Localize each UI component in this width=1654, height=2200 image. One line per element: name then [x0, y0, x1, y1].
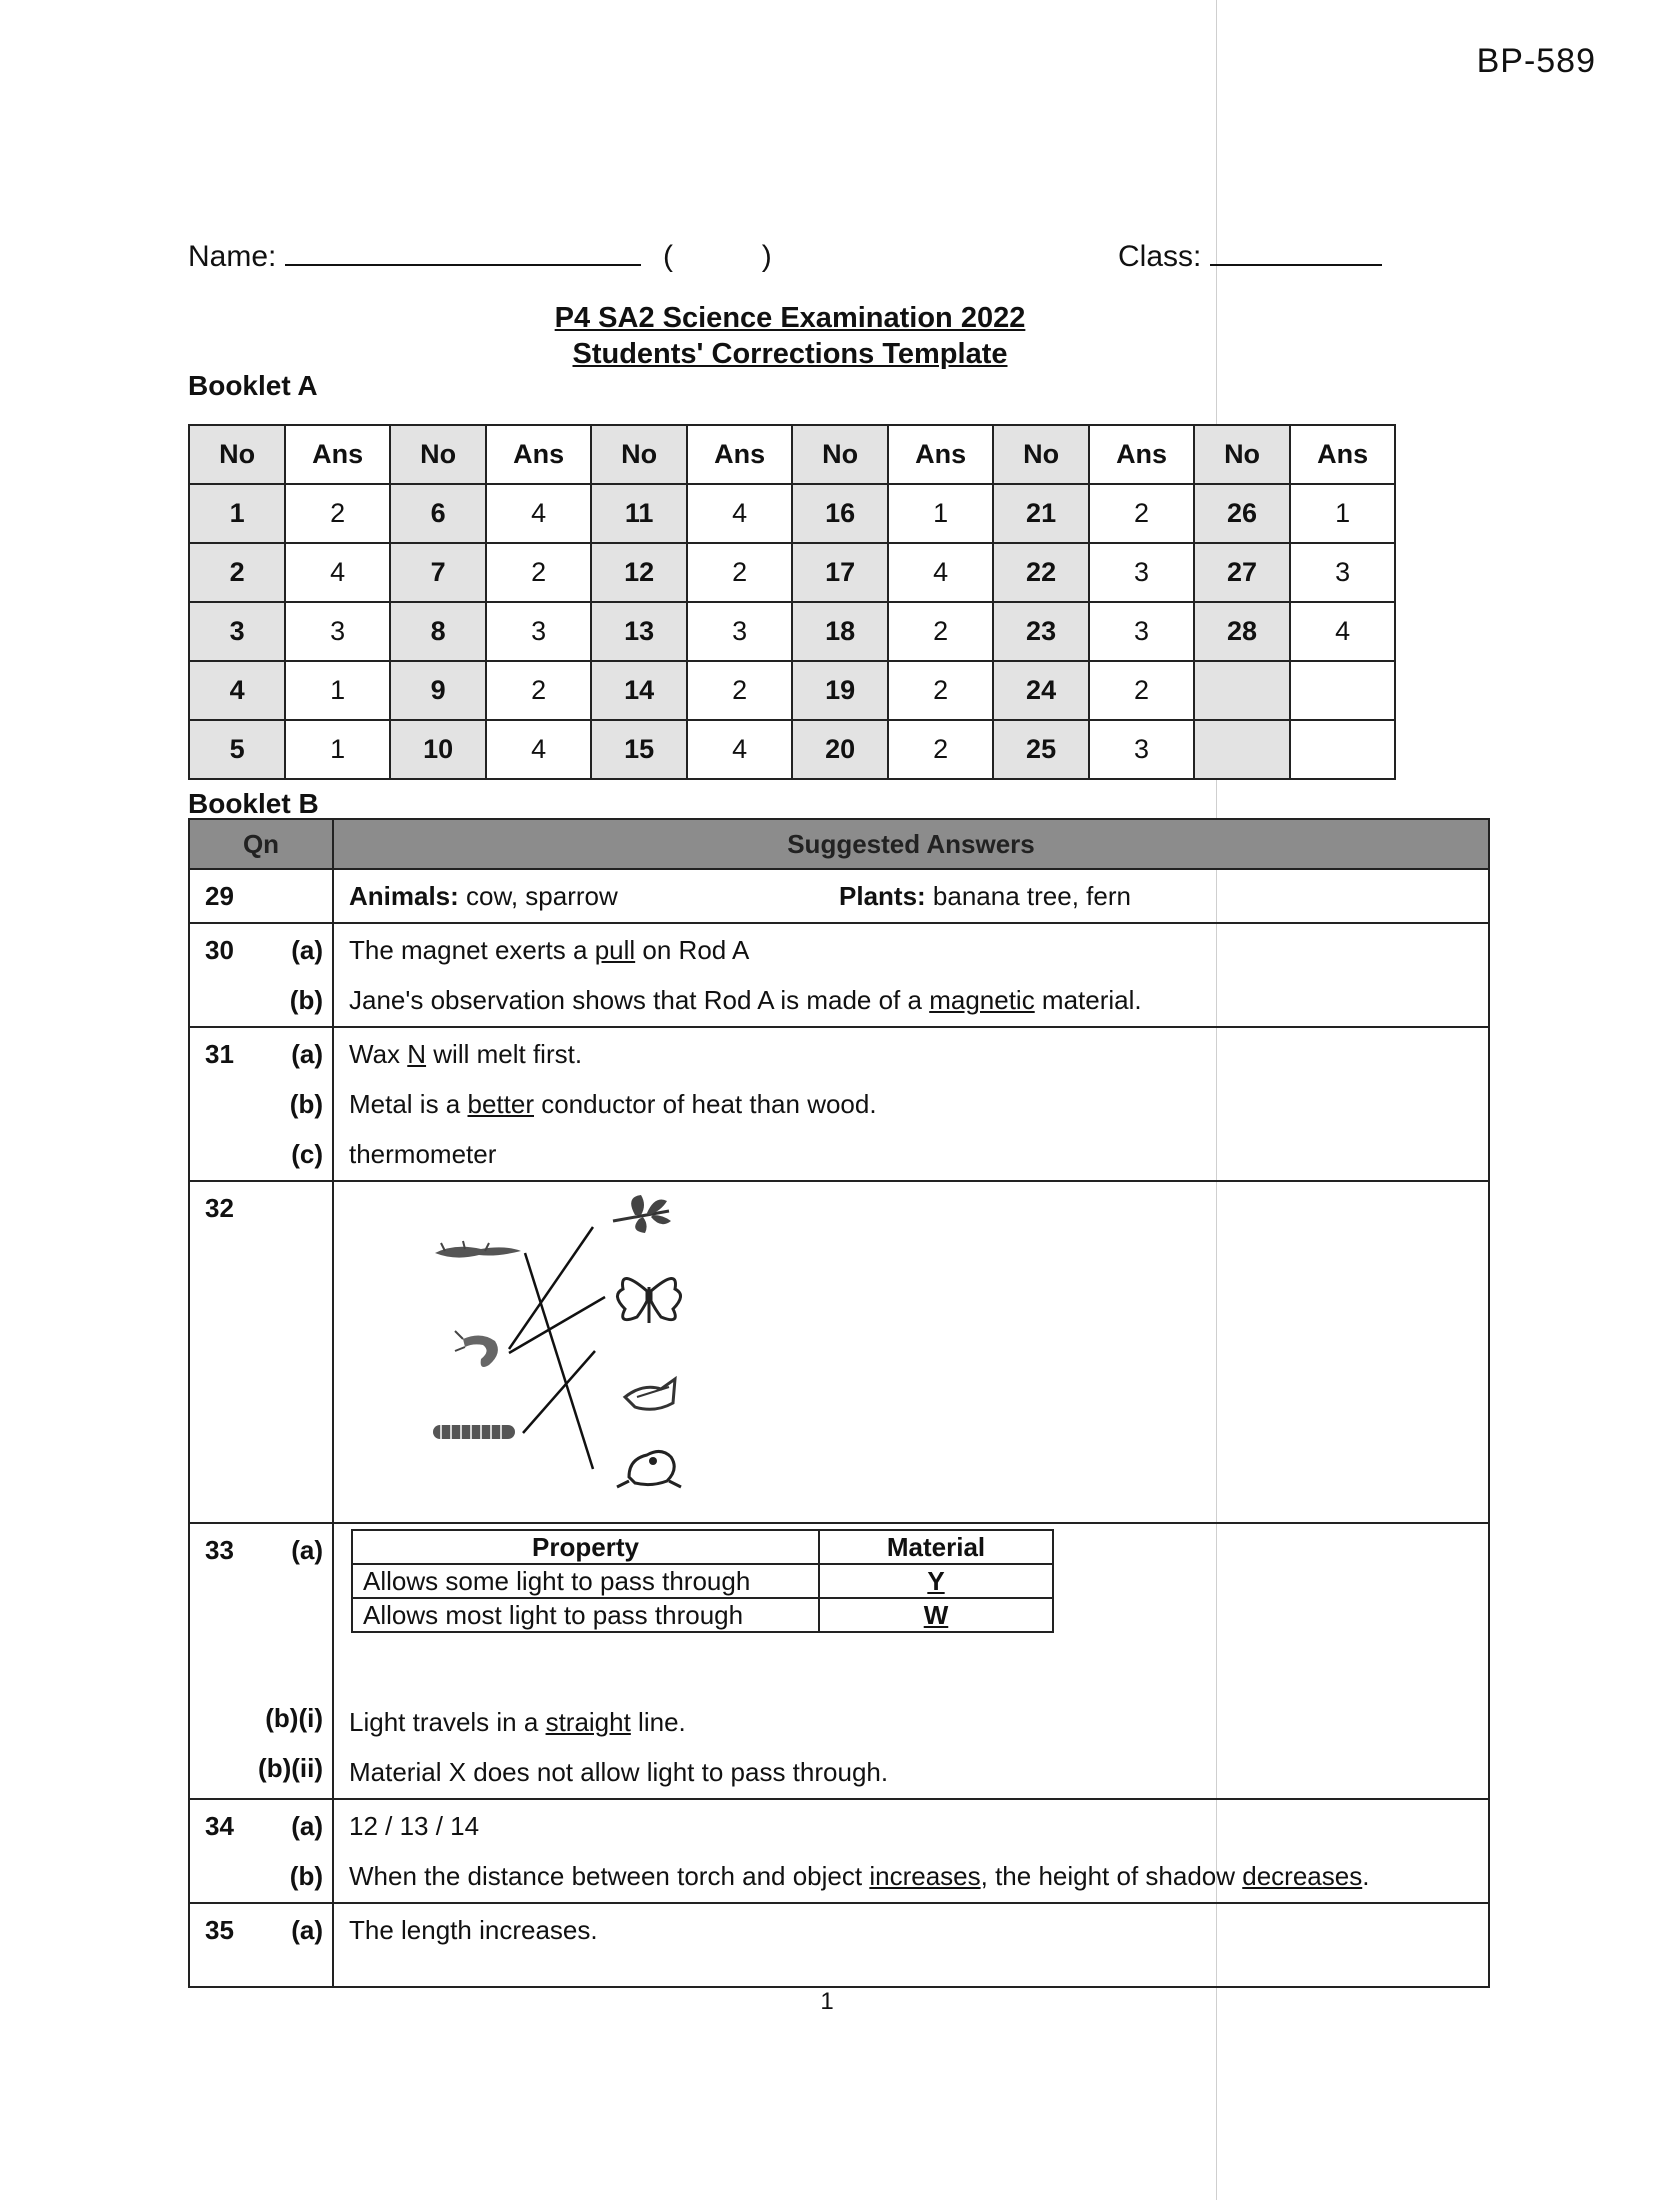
question-number-cell: 18	[792, 602, 888, 661]
booklet-a-answer-table	[188, 424, 1396, 780]
question-cell	[189, 1027, 333, 1181]
answer-cell: 2	[285, 484, 390, 543]
answer-cell	[333, 1523, 1489, 1799]
property-cell: Allows some light to pass through	[352, 1564, 819, 1598]
answer-cell	[333, 1181, 1489, 1523]
question-number-cell: 13	[591, 602, 687, 661]
question-number-cell: 11	[591, 484, 687, 543]
answer-cell: 2	[1089, 661, 1194, 720]
material-cell: Y	[819, 1564, 1053, 1598]
question-number-cell: 17	[792, 543, 888, 602]
col-header-ans: Ans	[1089, 425, 1194, 484]
question-number-cell: 15	[591, 720, 687, 779]
question-number-cell: 24	[993, 661, 1089, 720]
col-header-no: No	[591, 425, 687, 484]
answer-cell: 4	[687, 484, 792, 543]
shrimp-icon	[455, 1331, 498, 1367]
part-label: (a)	[291, 1039, 323, 1069]
question-number: 31	[205, 1039, 234, 1069]
booklet-b-answer-table	[188, 818, 1490, 1988]
title-line-1: P4 SA2 Science Examination 2022	[554, 302, 1026, 334]
table-row	[189, 1523, 1489, 1799]
col-header-no: No	[1194, 425, 1290, 484]
frog-icon	[617, 1451, 681, 1487]
part-label: (c)	[291, 1139, 323, 1169]
property-material-table	[351, 1529, 1054, 1633]
answer-cell: 4	[888, 543, 993, 602]
table-row	[189, 1181, 1489, 1523]
booklet-b-label: Booklet B	[188, 788, 319, 819]
answer-line: Wax N will melt first.	[349, 1039, 583, 1069]
question-number: 32	[205, 1193, 234, 1223]
col-header-ans: Ans	[1290, 425, 1395, 484]
question-number-cell: 27	[1194, 543, 1290, 602]
table-row	[352, 1598, 1053, 1632]
col-header-qn: Qn	[189, 819, 333, 869]
table-row	[189, 923, 1489, 1027]
question-number-cell: 2	[189, 543, 285, 602]
name-label: Name:	[188, 240, 277, 273]
matching-line	[509, 1297, 605, 1353]
question-number-cell: 6	[390, 484, 486, 543]
document-title	[0, 300, 1580, 372]
answer-cell: 2	[1089, 484, 1194, 543]
part-label: (b)(ii)	[258, 1753, 323, 1783]
answer-cell: 4	[1290, 602, 1395, 661]
question-number-cell	[1194, 720, 1290, 779]
answer-cell: 3	[1089, 602, 1194, 661]
col-header-no: No	[792, 425, 888, 484]
col-header-material: Material	[819, 1530, 1053, 1564]
table-header-row	[352, 1530, 1053, 1564]
answer-cell: 2	[486, 543, 591, 602]
table-row	[189, 869, 1489, 923]
part-label: (b)	[289, 985, 323, 1015]
matching-line	[525, 1253, 593, 1469]
leaf-insect-icon	[435, 1241, 521, 1258]
table-row	[189, 1903, 1489, 1987]
answer-cell: 2	[888, 661, 993, 720]
animals-label: Animals:	[349, 881, 459, 911]
question-number-cell: 1	[189, 484, 285, 543]
answer-cell: 1	[1290, 484, 1395, 543]
answer-cell	[333, 869, 1489, 923]
answer-cell: 4	[486, 484, 591, 543]
part-label: (a)	[291, 1811, 323, 1841]
question-number-cell: 22	[993, 543, 1089, 602]
col-header-property: Property	[352, 1530, 819, 1564]
answer-cell: 4	[687, 720, 792, 779]
booklet-a-header-row	[189, 425, 1395, 484]
question-number-cell: 25	[993, 720, 1089, 779]
answer-cell: 3	[687, 602, 792, 661]
question-number: 30	[205, 935, 234, 965]
answer-cell: 3	[285, 602, 390, 661]
question-number: 34	[205, 1811, 234, 1841]
answer-cell: 3	[1089, 720, 1194, 779]
answer-line: Light travels in a straight line.	[349, 1707, 686, 1737]
class-blank[interactable]	[1210, 264, 1382, 266]
answer-line: thermometer	[349, 1139, 497, 1169]
caterpillar-icon	[433, 1425, 515, 1439]
part-label: (a)	[291, 935, 323, 965]
question-number-cell: 14	[591, 661, 687, 720]
answer-line: Jane's observation shows that Rod A is made of a magnetic material.	[349, 985, 1142, 1015]
part-label: (a)	[291, 1915, 323, 1945]
question-number-cell: 3	[189, 602, 285, 661]
table-row	[189, 484, 1395, 543]
answer-cell: 3	[1290, 543, 1395, 602]
material-cell: W	[819, 1598, 1053, 1632]
mosquito-icon	[625, 1379, 675, 1409]
question-number-cell: 20	[792, 720, 888, 779]
col-header-ans: Ans	[486, 425, 591, 484]
part-label: (b)(i)	[265, 1703, 323, 1733]
question-cell	[189, 1523, 333, 1799]
col-header-suggested-answers: Suggested Answers	[333, 819, 1489, 869]
question-number-cell: 12	[591, 543, 687, 602]
question-number-cell: 19	[792, 661, 888, 720]
question-cell	[189, 923, 333, 1027]
table-row	[189, 602, 1395, 661]
butterfly-icon	[617, 1278, 680, 1323]
answer-cell: 4	[285, 543, 390, 602]
booklet-b-header-row	[189, 819, 1489, 869]
part-label: (b)	[289, 1089, 323, 1119]
matching-diagram	[385, 1191, 745, 1511]
answer-cell	[1290, 661, 1395, 720]
col-header-no: No	[189, 425, 285, 484]
answer-line: Metal is a better conductor of heat than wood.	[349, 1089, 877, 1119]
question-number: 35	[205, 1915, 234, 1945]
table-row	[189, 1027, 1489, 1181]
answer-line: The magnet exerts a pull on Rod A	[349, 935, 750, 965]
dragonfly-icon	[613, 1195, 671, 1233]
answer-cell: 1	[888, 484, 993, 543]
name-blank[interactable]	[285, 264, 641, 266]
part-label: (b)	[289, 1861, 323, 1891]
part-label: (a)	[291, 1535, 323, 1565]
answer-cell: 1	[285, 661, 390, 720]
answer-cell: 2	[888, 602, 993, 661]
name-field	[188, 240, 772, 274]
question-cell	[189, 1903, 333, 1987]
answer-line: When the distance between torch and object increases, the height of shadow decreases.	[349, 1861, 1370, 1891]
answer-cell	[1290, 720, 1395, 779]
answer-cell	[333, 1799, 1489, 1903]
answer-line: 12 / 13 / 14	[349, 1811, 480, 1841]
plants-answer: banana tree, fern	[932, 881, 1131, 911]
table-row	[352, 1564, 1053, 1598]
index-close-bracket: )	[761, 240, 772, 273]
question-number-cell: 5	[189, 720, 285, 779]
question-cell	[189, 1799, 333, 1903]
question-cell	[189, 869, 333, 923]
table-row	[189, 543, 1395, 602]
question-number-cell: 21	[993, 484, 1089, 543]
answer-line: The length increases.	[349, 1915, 598, 1945]
question-number: 33	[205, 1535, 234, 1565]
index-open-bracket: (	[663, 240, 674, 273]
question-number-cell: 4	[189, 661, 285, 720]
answer-line: Material X does not allow light to pass through.	[349, 1757, 889, 1787]
property-cell: Allows most light to pass through	[352, 1598, 819, 1632]
question-number-cell: 28	[1194, 602, 1290, 661]
question-number-cell: 23	[993, 602, 1089, 661]
col-header-no: No	[390, 425, 486, 484]
col-header-ans: Ans	[285, 425, 390, 484]
document-code: BP-589	[1476, 42, 1596, 80]
answer-cell: 2	[486, 661, 591, 720]
page-number: 1	[820, 1988, 834, 2015]
question-number-cell: 26	[1194, 484, 1290, 543]
title-line-2: Students' Corrections Template	[572, 338, 1008, 370]
answer-cell: 2	[888, 720, 993, 779]
question-number-cell: 10	[390, 720, 486, 779]
question-number: 29	[205, 881, 234, 911]
table-row	[189, 720, 1395, 779]
question-number-cell	[1194, 661, 1290, 720]
question-number-cell: 16	[792, 484, 888, 543]
col-header-no: No	[993, 425, 1089, 484]
question-cell	[189, 1181, 333, 1523]
answer-cell: 4	[486, 720, 591, 779]
question-number-cell: 7	[390, 543, 486, 602]
question-number-cell: 8	[390, 602, 486, 661]
matching-line	[509, 1227, 593, 1349]
table-row	[189, 661, 1395, 720]
col-header-ans: Ans	[888, 425, 993, 484]
booklet-a-label: Booklet A	[188, 370, 318, 401]
answer-cell	[333, 923, 1489, 1027]
plants-label: Plants:	[839, 881, 926, 911]
col-header-ans: Ans	[687, 425, 792, 484]
question-number-cell: 9	[390, 661, 486, 720]
answer-cell: 2	[687, 661, 792, 720]
class-field	[1118, 240, 1382, 274]
answer-cell: 2	[687, 543, 792, 602]
answer-cell: 3	[1089, 543, 1194, 602]
animals-answer: cow, sparrow	[466, 881, 618, 911]
class-label: Class:	[1118, 240, 1202, 273]
table-row	[189, 1799, 1489, 1903]
answer-cell	[333, 1903, 1489, 1987]
answer-cell	[333, 1027, 1489, 1181]
answer-cell: 1	[285, 720, 390, 779]
answer-cell: 3	[486, 602, 591, 661]
